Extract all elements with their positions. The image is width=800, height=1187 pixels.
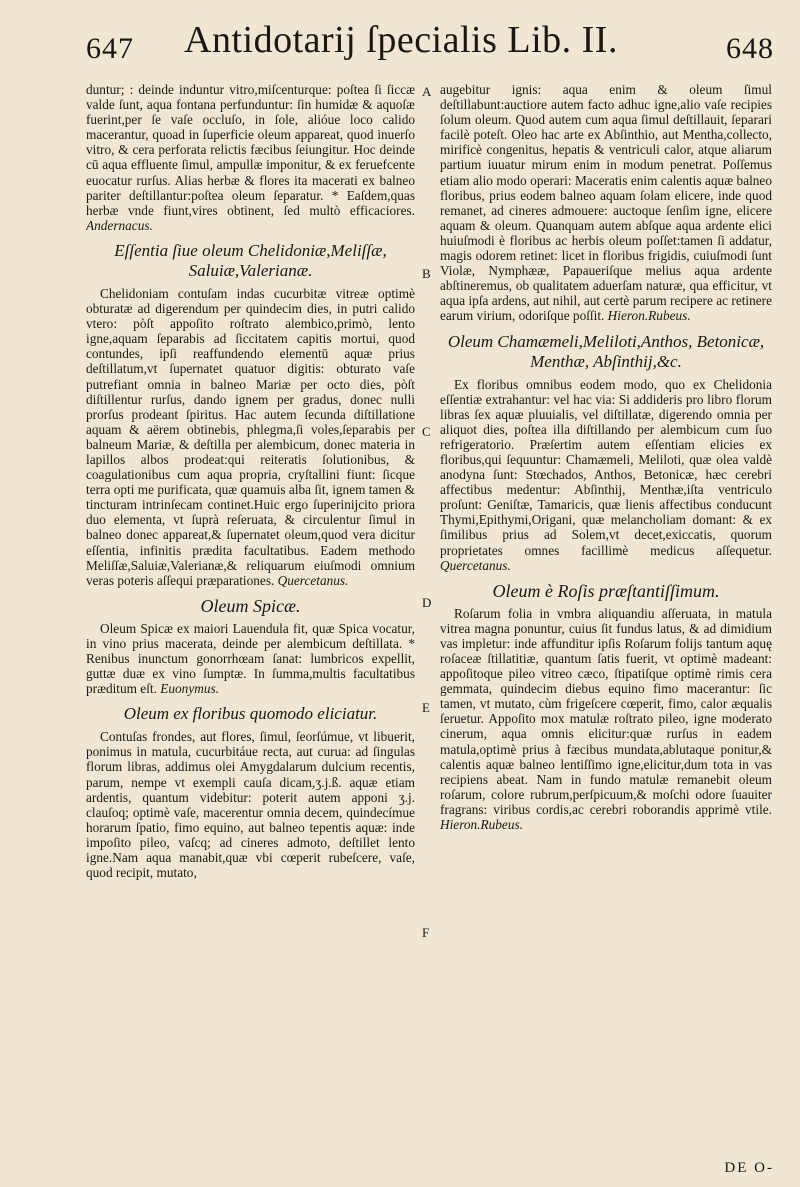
catchword: DE O- — [724, 1160, 774, 1176]
paragraph: Chelidoniam contuſam indas cucurbitæ vitreæ optimè obturatæ ad digerendum per quindecim dies, in putri calido vtero: pòſt appoſito roſtrato alembico,primò, lento igne,aquam ſeparabis ad ſiccitatem capitis mortui, quod contundes, ipſi reaffundendo elementū aquæ prius deſtillatum,vt ſupernatet quatuor digitis: obturato vaſe putrefiant omnia in balneo Mariæ per octo dies, pòſt diſtillentur rurſus, dando ignem per gradus, donec nulli prorſus prodeant ſpiritus. Hac autem ſecunda diſtillatione aquam & aërem obtinebis, phlegma,ſi voles,ſeparabis per balneum Mariæ, & deſtilla per alembicum, donec materia in lapillos albos prodeat:qui reiteratis ſolutionibus, & coagulationibus cum aqua propria, cryſtallini fiunt: ſicque terra opti me purificata, quæ quamuis alba ſit, ignem tamen & tincturam intrinſecam continet.Huic ergo ſuperinijcito priora duo elementa, vt ſuprà reſeruata, & circulentur ſimul in balneo donec appareat,& ſupernatet oleum,quod vera dicitur eſſentia, infinitis prædita facultatibus. Eadem methodo Meliſſæ,Saluiæ,Valerianæ,& reliquarum eiuſmodi omnium veras poteris aſſequi præparationes. Quercetanus. — [86, 285, 415, 588]
source-citation: Hieron.Rubeus. — [440, 817, 523, 833]
right-page-number: 648 — [726, 32, 774, 65]
running-header — [22, 14, 780, 80]
right-column — [440, 82, 772, 1167]
margin-letter-d: D — [422, 595, 432, 610]
source-citation: Quercetanus. — [440, 557, 511, 573]
margin-letter-e: E — [422, 700, 430, 715]
section-heading: Oleum ex floribus quomodo eliciatur. — [123, 704, 378, 724]
paragraph: augebitur ignis: aqua enim & oleum ſimul deſtillabunt:auctiore autem facto adhuc igne,alio vaſe recipies ſolum oleum. Quod autem cum aqua ſimul deſtillauit, ſeparari facilè poteſt. Oleo hac arte ex Abſinthio, aut Mentha,collecto, mirificè congenitus, hepatis & ventriculi calor, atque aliarum partium iuuatur mirum enim in modum penetrat. Poſſemus etiam alio modo operari: Maceratis enim calentis aquæ balneo floribus, prius eodem balneo aquam ſolam elicere, inde quod remanet, ad cineres admouere: auctoque ſenſim igne, elicere aquam & oleum. Quanquam autem abſque aqua ardente elici huiuſmodi è floribus ac herbis oleum poſſet:tamen ſi addatur, magis odorem retinet: licet in floribus frigidis, cuiuſmodi ſunt Violæ, Nymphææ, Papaueriſque melius aqua ardente abſtineremus, ob qualitatem aduerſam naturæ, qua efficitur, vt aqua ipſa ardens, aut nihil, aut certè parum recipere ac retinere earum virium, odoriſque poſſit. Hieron.Rubeus. — [440, 82, 772, 324]
paragraph: Oleum Spicæ ex maiori Lauendula fit, quæ Spica vocatur, in vino prius macerata, deinde per alembicum deſtillata. * Renibus inunctum gonorrhœam ſanat: lumbricos expellit, guttæ duæ ex vino ſumptæ. In ſumma,multis facultatibus præditum eſt. Euonymus. — [86, 620, 415, 697]
margin-letter-f: F — [422, 925, 430, 940]
running-title: Antidotarij ſpecialis Lib. II. — [184, 19, 618, 61]
source-citation: Euonymus. — [160, 681, 219, 697]
margin-letter-c: C — [422, 424, 431, 439]
paragraph: Roſarum folia in vmbra aliquandiu aſſeruata, in matula vitrea magna ponuntur, cuius ſit fundus latus, & ad dimidium vas impletur: inde affunditur ipſis Roſarum folijs tantum aquę roſaceæ ſtillatitiæ, quantum ſatis fuerit, vt optimè madeant: appoſitoque pileo vitreo cæco, ſtipatiſque optimè rimis cera gemmata, quindecim diebus equino fimo macerantur: ſic tamen, vt mutato, cùm frigeſcere cœperit, fimo, calor æqualis ſeruetur. Appoſito mox matulæ roſtrato pileo, igne moderato cinerum, aqua omnis elicitur:quæ rurſus in eadem matula,optimè prius à fæcibus mundata,ablutaque ponitur,& calentis aquæ balneo lentiſſimo igne,elicitur,dum tota in vas recipiens abeat. Nam in fundo matulæ remanebit oleum roſarum, colore rubrum,perſpicuum,& moſchi odore ſuauiter fragrans: viribus cordis,ac cerebri roborandis apprimè vtile. Hieron.Rubeus. — [440, 605, 772, 833]
paragraph: duntur; : deinde induntur vitro,miſcenturque: poſtea ſi ſiccæ valde ſunt, aqua fontana perfunduntur: ſin humidæ & aquoſæ fuerint,per ſe vaſe occluſo, in ſole, alióue loco calido macerantur, quoad in ſuperficie oleum appareat, quod inuerſo vitro, & cera perforata relictis fæcibus ſeiungitur. Hoc deinde cū aqua effluente ſimul, ampullæ imponitur, & ex feruefcente euocatur rurſus. Alias herbæ & flores ita macerati ex balneo pariter deſtillantur:poſtea oleum ſeparatur. * Eaſdem,quas herbæ vnde fiunt,vires obtinent, ſed multò efficaciores. Andernacus. — [86, 82, 415, 233]
section-heading: Eſſentia ſiue oleum Chelidoniæ,Meliſſæ, Saluiæ,Valerianæ. — [114, 240, 387, 280]
margin-letter-a: A — [422, 84, 432, 99]
left-page-number: 647 — [86, 32, 134, 65]
paragraph: Ex floribus omnibus eodem modo, quo ex Chelidonia eſſentiæ extrahantur: vel hac via: Si addideris pro libro florum libras ſex aquæ pluuialis, vel diſtillatæ, digerendo omnia per aliquot dies, poſtea illa diſtillando per alembicum cum ſuo refrigeratorio. Præſertim autem eſſentiam elicies ex floribus,qui ſequuntur: Chamæmeli, Meliloti, quæ olea valdè anodyna ſunt: Stœchados, Anthos, Betonicæ, hæc cerebri affectibus medentur: Abſinthij, Menthæ,iſta ventriculo proſunt: Geniſtæ, Tamaricis, quæ lienis affectibus conducunt Thymi,Epithymi,Origani, quæ melancholiam domant: & ex ſimilibus prius ad Solem,vt decet,exiccatis, quorum proprietates omnes facillimè medicus aſſequetur. Quercetanus. — [440, 376, 772, 573]
section-heading: Oleum è Roſis præſtantiſſimum. — [492, 580, 720, 601]
section-heading: Oleum Chamæmeli,Meliloti,Anthos, Betonicæ, Menthæ, Abſinthij,&c. — [447, 331, 765, 371]
margin-letter-b: B — [422, 266, 431, 281]
source-citation: Quercetanus. — [277, 572, 349, 588]
source-citation: Hieron.Rubeus. — [607, 308, 691, 324]
source-citation: Andernacus. — [86, 217, 153, 233]
section-heading: Oleum Spicæ. — [200, 595, 301, 616]
paragraph: Contuſas frondes, aut flores, ſimul, ſeorſúmue, vt libuerit, ponimus in matula, cucurbitáue recta, aut curua: ad ſingulas florum libras, addimus olei Amygdalarum dulcium recentis, parum, nempe vt exempli cauſa dicam,ʒ.j.ß. aquæ etiam ardentis, quantum videbitur: poterit autem apponi ʒ.j. clauſoq; optimè vaſe, macerentur omnia decem, quindecímue horarum ſpatio, fimo equino, aut balneo tepentis aquæ: inde impoſito pileo, vaſcq; ad cineres admoto, deſtillet lento igne.Nam aqua manabit,quæ vbi cœperit rubeſcere, vaſe, quod recipit, mutato, — [86, 729, 415, 881]
left-column — [86, 82, 415, 1167]
